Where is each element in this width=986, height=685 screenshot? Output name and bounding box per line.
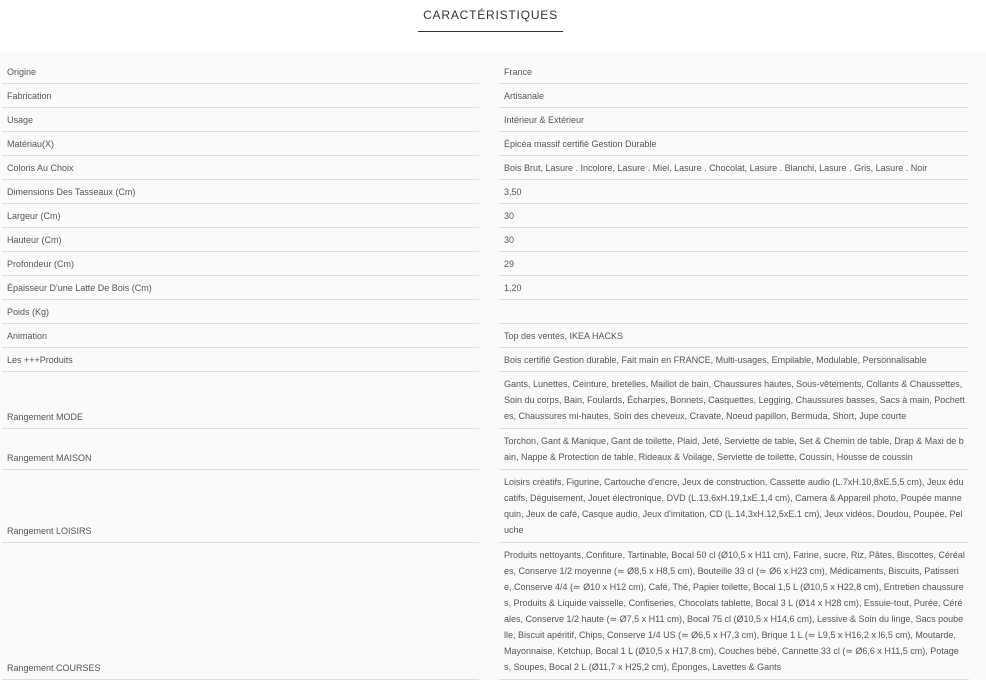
spec-value: 30 bbox=[499, 228, 969, 252]
spec-label: Poids (Kg) bbox=[2, 300, 479, 324]
spec-label: Rangement MODE bbox=[2, 372, 479, 429]
spec-value: Gants, Lunettes, Ceinture, bretelles, Maillot de bain, Chaussures hautes, Sous-vêtements, Collants & Chaussettes, Soin du corps, Bain, Foulards, Écharpes, Bonnets, Casquettes, Legging, Chaussures basses, Sacs à main, Pochettes, Chaussures mi-hautes, Soin des cheveux, Cravate, Noeud papillon, Bermuda, Short, Jupe courte bbox=[499, 372, 969, 429]
spec-value: Torchon, Gant & Manique, Gant de toilette, Plaid, Jeté, Serviette de table, Set & Chemin de table, Drap & Maxi de bain, Nappe & Protection de table, Rideaux & Voilage, Serviette de toilette, Coussin, Housse de coussin bbox=[499, 429, 969, 470]
spec-row-slat-thickness bbox=[0, 276, 986, 300]
spec-row-storage-home bbox=[0, 429, 986, 470]
spec-value: 3,50 bbox=[499, 180, 969, 204]
spec-label: Animation bbox=[2, 324, 479, 348]
spec-value: Artisanale bbox=[499, 84, 969, 108]
spec-label: Rangement COURSES bbox=[2, 543, 479, 680]
spec-label: Profondeur (Cm) bbox=[2, 252, 479, 276]
spec-value: Produits nettoyants, Confiture, Tartinable, Bocal 50 cl (Ø10,5 x H11 cm), Farine, sucre, Riz, Pâtes, Biscottes, Céréales, Conserve 1/2 moyenne (≃ Ø8,5 x H8,5 cm), Bouteille 33 cl (≃ Ø6 x H23 cm), Médicaments, Biscuits, Patisserie, Conserve 4/4 (≃ Ø10 x H12 cm), Café, Thé, Papier toilette, Bocal 1,5 L (Ø10,5 x H22,8 cm), Entretien chaussures, Produits & Liquide vaisselle, Confiseries, Chocolats tablette, Bocal 3 L (Ø14 x H28 cm), Essuie-tout, Purée, Céréales, Conserve 1/2 haute (≃ Ø7,5 x H11 cm), Bocal 75 cl (Ø10,5 x H14,6 cm), Lessive & Soin du linge, Sacs poubelle, Biscuit apéritif, Chips, Conserve 1/4 US (≃ Ø6,5 x H7,3 cm), Brique 1 L (≃ L9,5 x H16,2 x l6,5 cm), Moutarde, Mayonnaise, Ketchup, Bocal 1 L (Ø10,5 x H17,8 cm), Couches bébé, Cannette 33 cl (≃ Ø6,6 x H11,5 cm), Potages, Soupes, Bocal 2 L (Ø11,7 x H25,2 cm), Éponges, Lavettes & Gants bbox=[499, 543, 969, 680]
spec-row-animation bbox=[0, 324, 986, 348]
spec-value: 30 bbox=[499, 204, 969, 228]
spec-row-material bbox=[0, 132, 986, 156]
spec-row-height bbox=[0, 228, 986, 252]
spec-label: Origine bbox=[2, 60, 479, 84]
spec-label: Épaisseur D'une Latte De Bois (Cm) bbox=[2, 276, 479, 300]
spec-value: Épicéa massif certifié Gestion Durable bbox=[499, 132, 969, 156]
tab-bar bbox=[0, 0, 986, 32]
spec-value: Bois Brut, Lasure . Incolore, Lasure . Miel, Lasure . Chocolat, Lasure . Blanchi, Lasure . Gris, Lasure . Noir bbox=[499, 156, 969, 180]
spec-row-storage-fashion bbox=[0, 372, 986, 429]
spec-row-width bbox=[0, 204, 986, 228]
spec-label: Usage bbox=[2, 108, 479, 132]
spec-label: Dimensions Des Tasseaux (Cm) bbox=[2, 180, 479, 204]
spec-row-fabrication bbox=[0, 84, 986, 108]
spec-value: 29 bbox=[499, 252, 969, 276]
spec-row-storage-groceries bbox=[0, 543, 986, 680]
spec-label: Les +++Produits bbox=[2, 348, 479, 372]
spec-row-colors bbox=[0, 156, 986, 180]
spec-row-usage bbox=[0, 108, 986, 132]
spec-row-weight bbox=[0, 300, 986, 324]
spec-label: Fabrication bbox=[2, 84, 479, 108]
spec-row-product-benefits bbox=[0, 348, 986, 372]
spec-value: Intérieur & Extérieur bbox=[499, 108, 969, 132]
spec-row-origin bbox=[0, 60, 986, 84]
specifications-table bbox=[0, 52, 986, 680]
spec-row-storage-leisure bbox=[0, 470, 986, 543]
spec-label: Rangement MAISON bbox=[2, 429, 479, 470]
spec-value: Bois certifié Gestion durable, Fait main en FRANCE, Multi-usages, Empilable, Modulable, Personnalisable bbox=[499, 348, 969, 372]
spec-label: Largeur (Cm) bbox=[2, 204, 479, 228]
spec-row-batten-dimensions bbox=[0, 180, 986, 204]
spec-value: 1,20 bbox=[499, 276, 969, 300]
spec-label: Hauteur (Cm) bbox=[2, 228, 479, 252]
spec-value: Top des ventes, IKEA HACKS bbox=[499, 324, 969, 348]
spec-label: Rangement LOISIRS bbox=[2, 470, 479, 543]
spec-row-depth bbox=[0, 252, 986, 276]
spec-label: Matériau(X) bbox=[2, 132, 479, 156]
spec-value bbox=[499, 300, 969, 324]
spec-value: France bbox=[499, 60, 969, 84]
tab-characteristics[interactable]: CARACTÉRISTIQUES bbox=[418, 0, 563, 32]
spec-label: Coloris Au Choix bbox=[2, 156, 479, 180]
spec-value: Loisirs créatifs, Figurine, Cartouche d'encre, Jeux de construction, Cassette audio (L.7xH.10,8xE.5,5 cm), Jeux éducatifs, Déguisement, Jouet électronique, DVD (L.13,6xH.19,1xE.1,4 cm), Camera & Appareil photo, Poupée mannequin, Jeux de café, Casque audio, Jeux d'imitation, CD (L.14,3xH.12,5xE.1 cm), Jeux vidéos, Doudou, Poupée, Peluche bbox=[499, 470, 969, 543]
